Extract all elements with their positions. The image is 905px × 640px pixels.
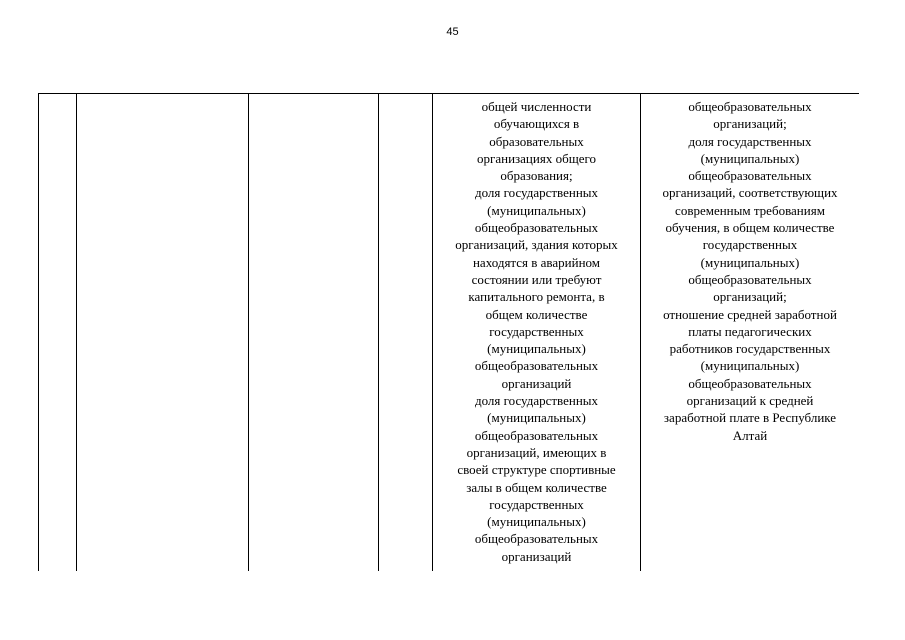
text-line: Алтай <box>732 427 768 443</box>
text-line: общей численности <box>481 99 592 114</box>
text-line: организаций к средней <box>686 393 814 409</box>
table-cell-number <box>39 94 77 572</box>
text-line: общеобразовательных <box>688 375 812 391</box>
text-line: организаций, здания которых <box>455 237 618 253</box>
text-line: организаций, имеющих в <box>466 444 607 460</box>
text-line: (муниципальных) <box>487 410 586 426</box>
text-line: залы в общем количестве <box>466 479 607 495</box>
document-table <box>38 93 859 571</box>
text-line: организаций <box>501 375 572 391</box>
text-line: современным требованиям <box>675 202 825 218</box>
text-line: платы педагогических <box>688 323 812 339</box>
text-line: государственных <box>489 496 584 512</box>
text-line: общеобразовательных <box>474 220 599 236</box>
text-line: работников государственных <box>669 341 831 357</box>
text-line: организаций <box>501 548 572 564</box>
text-line: доля государственных <box>688 133 812 149</box>
table-cell-indicators <box>433 94 641 572</box>
text-line: доля государственных <box>474 185 599 201</box>
text-line: организаций; <box>713 289 787 305</box>
text-line: общеобразовательных <box>688 271 812 287</box>
text-line: общеобразовательных <box>688 168 812 184</box>
text-line: (муниципальных) <box>487 341 586 357</box>
text-line: общеобразовательных <box>474 531 599 547</box>
text-line: состоянии или требуют <box>471 271 602 287</box>
page-number: 45 <box>446 26 459 38</box>
text-line: (муниципальных) <box>700 358 800 374</box>
text-line: государственных <box>489 323 584 339</box>
table-cell-empty <box>249 94 379 572</box>
text-line: доля государственных <box>474 393 599 409</box>
text-line: государственных <box>702 237 798 253</box>
text-line: заработной плате в Республике <box>663 410 837 426</box>
text-line: (муниципальных) <box>487 202 586 218</box>
text-line: организаций; <box>713 116 787 132</box>
text-line: обучающихся в <box>493 116 580 132</box>
text-line: находятся в аварийном <box>472 254 601 270</box>
text-line: (муниципальных) <box>700 150 800 166</box>
table-cell-empty <box>379 94 433 572</box>
document-table-container <box>38 93 859 571</box>
text-line: общем количестве <box>485 306 588 322</box>
text-line: (муниципальных) <box>700 254 800 270</box>
text-line: своей структуре спортивные <box>457 462 616 478</box>
text-line: общеобразовательных <box>688 99 812 114</box>
text-line: организаций, соответствующих <box>662 185 838 201</box>
table-cell-targets <box>641 94 860 572</box>
text-line: образовательных <box>489 133 584 149</box>
text-line: отношение средней заработной <box>663 306 837 322</box>
text-line: обучения, в общем количестве <box>665 220 835 236</box>
text-line: (муниципальных) <box>487 514 586 530</box>
text-line: капитального ремонта, в <box>468 289 605 305</box>
table-row <box>39 94 860 572</box>
text-line: организациях общего <box>477 150 596 166</box>
text-line: общеобразовательных <box>474 427 599 443</box>
text-line: общеобразовательных <box>474 358 599 374</box>
text-line: образования; <box>500 168 573 184</box>
table-cell-empty <box>77 94 249 572</box>
